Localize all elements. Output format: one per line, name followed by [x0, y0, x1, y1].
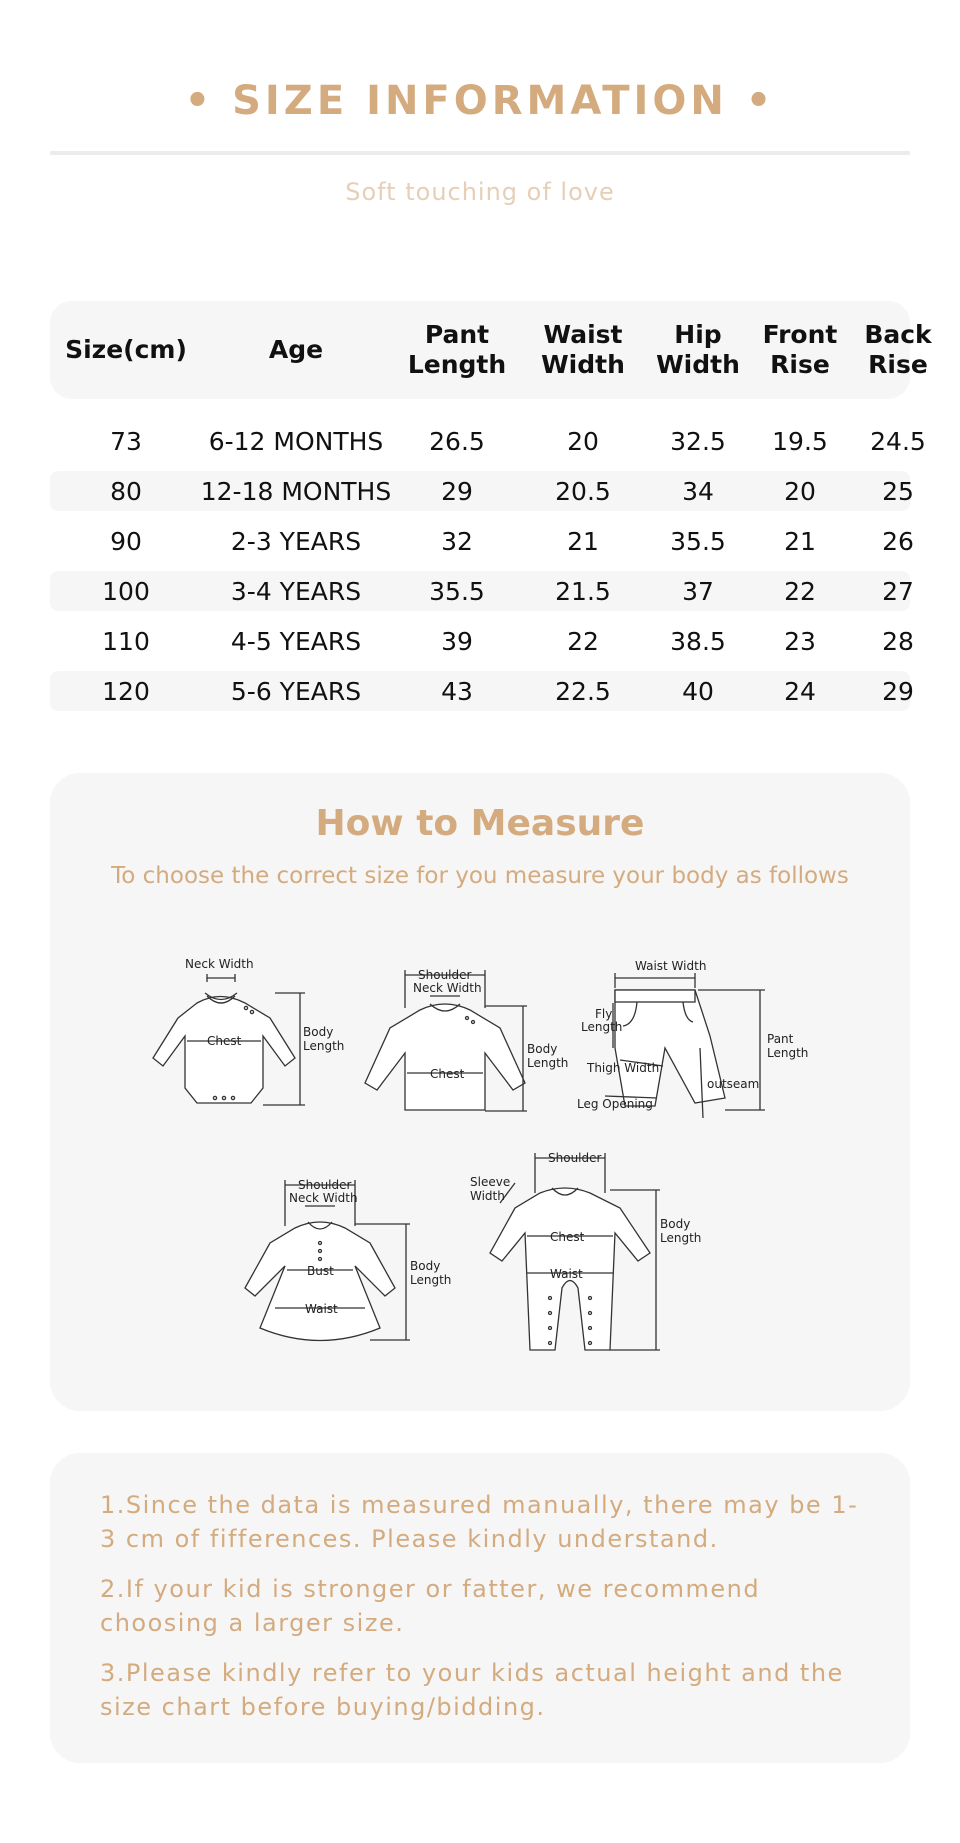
label-body-length: Length — [303, 1039, 345, 1053]
label-sleeve-width: Width — [470, 1189, 505, 1203]
cell-age: 2-3 YEARS — [230, 526, 362, 556]
label-bust: Bust — [307, 1264, 334, 1278]
how-to-measure-subtitle: To choose the correct size for you measure your body as follows — [111, 863, 849, 889]
cell-front-rise: 21 — [784, 526, 816, 556]
label-waist-width: Waist Width — [635, 959, 707, 973]
label-outseam: outseam — [707, 1077, 760, 1091]
label-pant-length: Length — [767, 1046, 809, 1060]
column-header-age: Age — [268, 335, 324, 364]
cell-back-rise: 24.5 — [870, 426, 926, 456]
cell-size: 80 — [110, 476, 142, 506]
column-header-size: Size(cm) — [65, 335, 187, 364]
table-row — [50, 421, 926, 461]
label-chest: Chest — [430, 1067, 465, 1081]
table-row — [50, 521, 914, 561]
romper-diagram — [470, 1138, 710, 1358]
cell-front-rise: 19.5 — [772, 426, 828, 456]
cell-waist-width: 21 — [567, 526, 599, 556]
label-waist: Waist — [550, 1267, 583, 1281]
title-divider — [50, 151, 910, 155]
cell-pant-length: 32 — [441, 526, 473, 556]
cell-pant-length: 43 — [441, 676, 473, 706]
top-diagram — [355, 948, 569, 1123]
cell-age: 3-4 YEARS — [230, 576, 362, 606]
label-sleeve-width: Sleeve — [470, 1175, 511, 1189]
cell-waist-width: 21.5 — [555, 576, 611, 606]
bodysuit-diagram — [135, 948, 345, 1118]
label-fly-length: Fly — [595, 1007, 613, 1021]
page-title: • SIZE INFORMATION • — [184, 78, 776, 124]
cell-pant-length: 39 — [441, 626, 473, 656]
label-shoulder: Shoulder — [418, 968, 472, 982]
column-header-pant-length: Pant Length — [407, 320, 507, 379]
cell-age: 4-5 YEARS — [230, 626, 362, 656]
label-body-length: Body — [527, 1042, 558, 1056]
label-body-length: Body — [660, 1217, 691, 1231]
size-table-header — [50, 301, 932, 399]
cell-age: 6-12 MONTHS — [208, 426, 384, 456]
cell-hip-width: 40 — [682, 676, 714, 706]
cell-pant-length: 26.5 — [429, 426, 485, 456]
cell-hip-width: 34 — [682, 476, 714, 506]
label-body-length: Body — [303, 1025, 334, 1039]
cell-waist-width: 22 — [567, 626, 599, 656]
label-body-length: Length — [660, 1231, 702, 1245]
cell-hip-width: 35.5 — [670, 526, 726, 556]
table-row — [50, 571, 914, 611]
dress-diagram — [230, 1158, 452, 1358]
column-header-front-rise: Front Rise — [762, 320, 838, 379]
label-body-length: Length — [527, 1056, 569, 1070]
table-row — [50, 471, 914, 511]
label-chest: Chest — [550, 1230, 585, 1244]
table-row — [50, 621, 914, 661]
cell-pant-length: 29 — [441, 476, 473, 506]
notes-card — [50, 1453, 910, 1763]
table-row — [50, 671, 914, 711]
page-subtitle: Soft touching of love — [345, 178, 615, 206]
label-shoulder: Shoulder — [298, 1178, 352, 1192]
cell-back-rise: 29 — [882, 676, 914, 706]
how-to-measure-card — [50, 773, 910, 1411]
cell-size: 90 — [110, 526, 142, 556]
label-neck-width: Neck Width — [185, 957, 254, 971]
note-item: 1.Since the data is measured manually, there may be 1-3 cm of fifferences. Please kindly understand. — [100, 1491, 859, 1553]
label-thigh-width: Thigh Width — [587, 1061, 660, 1075]
column-header-back-rise: Back Rise — [864, 320, 932, 379]
cell-waist-width: 22.5 — [555, 676, 611, 706]
label-waist: Waist — [305, 1302, 338, 1316]
cell-size: 120 — [102, 676, 150, 706]
cell-size: 73 — [110, 426, 142, 456]
label-neck-width: Neck Width — [413, 981, 482, 995]
cell-front-rise: 20 — [784, 476, 816, 506]
cell-size: 100 — [102, 576, 150, 606]
column-header-hip-width: Hip Width — [656, 320, 740, 379]
pants-diagram — [575, 948, 815, 1128]
label-pant-length: Pant — [767, 1032, 794, 1046]
cell-back-rise: 25 — [882, 476, 914, 506]
cell-hip-width: 37 — [682, 576, 714, 606]
label-leg-opening: Leg Opening — [577, 1097, 653, 1111]
label-body-length: Length — [410, 1273, 452, 1287]
cell-front-rise: 23 — [784, 626, 816, 656]
label-shoulder: Shoulder — [548, 1151, 602, 1165]
cell-age: 5-6 YEARS — [230, 676, 362, 706]
cell-waist-width: 20 — [567, 426, 599, 456]
cell-hip-width: 32.5 — [670, 426, 726, 456]
cell-back-rise: 28 — [882, 626, 914, 656]
cell-back-rise: 26 — [882, 526, 914, 556]
note-item: 2.If your kid is stronger or fatter, we recommend choosing a larger size. — [100, 1575, 761, 1637]
cell-size: 110 — [102, 626, 150, 656]
label-neck-width: Neck Width — [289, 1191, 358, 1205]
cell-front-rise: 24 — [784, 676, 816, 706]
cell-back-rise: 27 — [882, 576, 914, 606]
note-item: 3.Please kindly refer to your kids actual height and the size chart before buying/bidding. — [100, 1659, 844, 1721]
label-body-length: Body — [410, 1259, 441, 1273]
label-fly-length: Length — [581, 1020, 623, 1034]
cell-hip-width: 38.5 — [670, 626, 726, 656]
column-header-waist-width: Waist Width — [541, 320, 625, 379]
label-chest: Chest — [207, 1034, 242, 1048]
cell-age: 12-18 MONTHS — [200, 476, 392, 506]
cell-waist-width: 20.5 — [555, 476, 611, 506]
how-to-measure-title: How to Measure — [315, 803, 645, 844]
cell-pant-length: 35.5 — [429, 576, 485, 606]
cell-front-rise: 22 — [784, 576, 816, 606]
